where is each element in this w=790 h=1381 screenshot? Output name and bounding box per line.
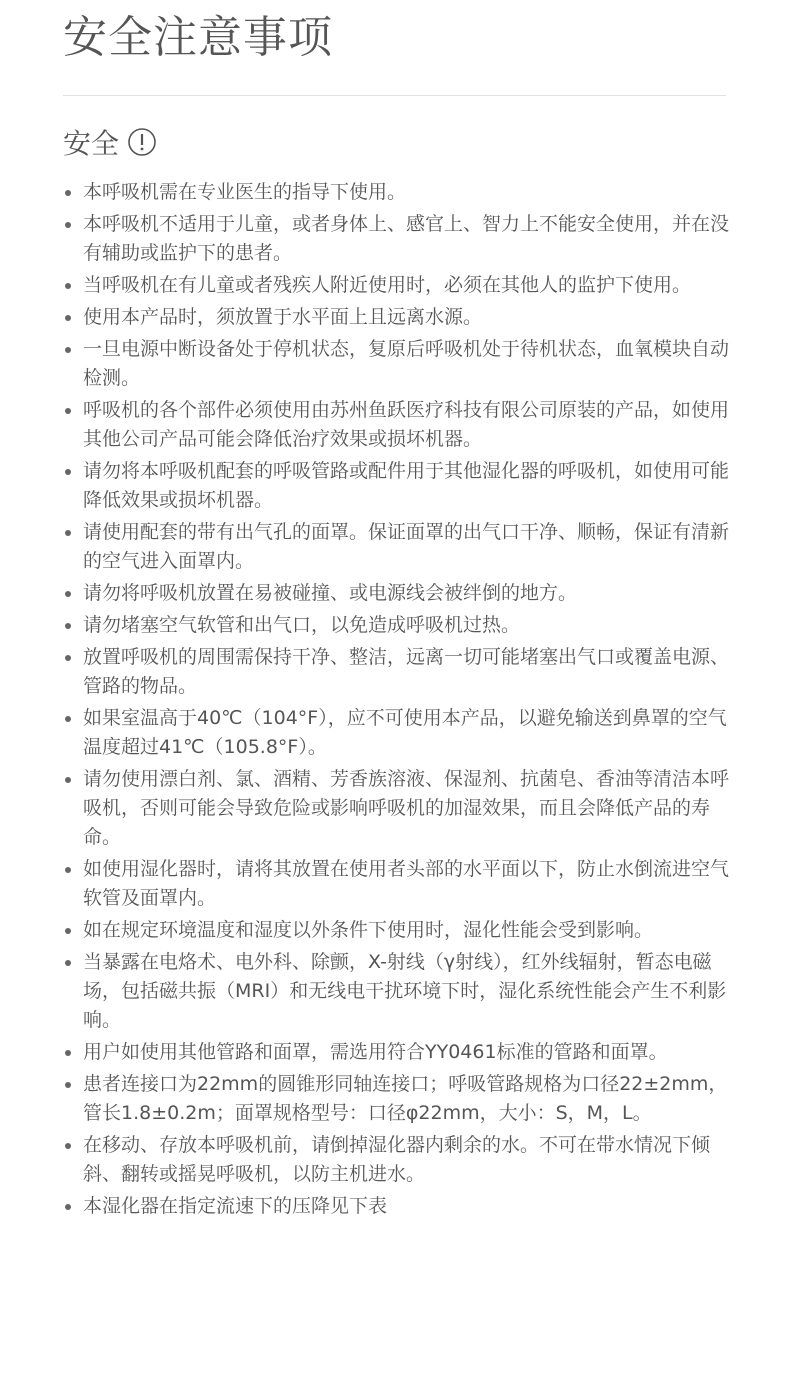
list-item-text: 如使用湿化器时，请将其放置在使用者头部的水平面以下，防止水倒流进空气软管及面罩内。 [83,858,730,909]
section-heading [63,122,157,162]
list-item [63,396,738,454]
list-item [63,1192,738,1221]
list-item-text: 请勿将本呼吸机配套的呼吸管路或配件用于其他湿化器的呼吸机，如使用可能降低效果或损坏机器。 [83,460,730,511]
bullet-icon [65,408,71,414]
list-item-text: 请勿堵塞空气软管和出气口，以免造成呼吸机过热。 [83,614,521,636]
list-item-text: 请使用配套的带有出气孔的面罩。保证面罩的出气口干净、顺畅，保证有清新的空气进入面罩内。 [83,521,730,572]
list-item-text: 放置呼吸机的周围需保持干净、整洁，远离一切可能堵塞出气口或覆盖电源、管路的物品。 [83,646,730,697]
bullet-icon [65,867,71,873]
list-item [63,855,738,913]
bullet-icon [65,716,71,722]
list-item [63,457,738,515]
bullet-icon [65,1143,71,1149]
list-item [63,518,738,576]
list-item-text: 使用本产品时，须放置于水平面上且远离水源。 [83,306,483,328]
list-item-text: 一旦电源中断设备处于停机状态，复原后呼吸机处于待机状态，血氧模块自动检测。 [83,338,730,389]
list-item [63,948,738,1035]
list-item [63,611,738,640]
list-item [63,271,738,300]
title-divider [63,95,726,96]
list-item [63,765,738,852]
list-item-text: 如果室温高于40℃（104°F），应不可使用本产品，以避免输送到鼻罩的空气温度超过41℃（105.8°F）。 [83,707,727,758]
bullet-icon [65,591,71,597]
bullet-icon [65,1050,71,1056]
list-item [63,1070,738,1128]
list-item-text: 在移动、存放本呼吸机前，请倒掉湿化器内剩余的水。不可在带水情况下倾斜、翻转或摇晃呼吸机，以防主机进水。 [83,1134,711,1185]
bullet-icon [65,222,71,228]
list-item [63,335,738,393]
bullet-icon [65,530,71,536]
page-title: 安全注意事项 [63,12,333,63]
list-item [63,1038,738,1067]
list-item [63,210,738,268]
list-item-text: 本呼吸机不适用于儿童，或者身体上、感官上、智力上不能安全使用，并在没有辅助或监护下的患者。 [83,213,730,264]
list-item-text: 请勿使用漂白剂、氯、酒精、芳香族溶液、保湿剂、抗菌皂、香油等清洁本呼吸机，否则可能会导致危险或影响呼吸机的加湿效果，而且会降低产品的寿命。 [83,768,730,848]
list-item-text: 用户如使用其他管路和面罩，需选用符合YY0461标准的管路和面罩。 [83,1041,668,1063]
bullet-icon [65,190,71,196]
bullet-icon [65,1082,71,1088]
bullet-icon [65,655,71,661]
list-item-text: 当暴露在电烙术、电外科、除颤，X-射线（γ射线），红外线辐射，暂态电磁场，包括磁共振（MRI）和无线电干扰环境下时，湿化系统性能会产生不利影响。 [83,951,727,1031]
list-item-text: 如在规定环境温度和湿度以外条件下使用时，湿化性能会受到影响。 [83,919,654,941]
bullet-icon [65,469,71,475]
list-item [63,579,738,608]
list-item [63,704,738,762]
list-item-text: 本湿化器在指定流速下的压降见下表 [83,1195,388,1217]
bullet-icon [65,283,71,289]
safety-list [63,178,738,1224]
list-item-text: 患者连接口为22mm的圆锥形同轴连接口；呼吸管路规格为口径22±2mm，管长1.8±0.2m；面罩规格型号：口径φ22mm，大小：S，M，L。 [83,1073,728,1124]
bullet-icon [65,928,71,934]
list-item [63,178,738,207]
list-item [63,643,738,701]
bullet-icon [65,960,71,966]
list-item [63,916,738,945]
exclamation-circle-icon [127,127,157,157]
list-item-text: 呼吸机的各个部件必须使用由苏州鱼跃医疗科技有限公司原装的产品，如使用其他公司产品可能会降低治疗效果或损坏机器。 [83,399,730,450]
list-item [63,1131,738,1189]
list-item-text: 请勿将呼吸机放置在易被碰撞、或电源线会被绊倒的地方。 [83,582,578,604]
bullet-icon [65,315,71,321]
list-item-text: 当呼吸机在有儿童或者残疾人附近使用时，必须在其他人的监护下使用。 [83,274,692,296]
bullet-icon [65,347,71,353]
list-item [63,303,738,332]
bullet-icon [65,623,71,629]
section-heading-label: 安全 [63,127,120,160]
list-item-text: 本呼吸机需在专业医生的指导下使用。 [83,181,407,203]
bullet-icon [65,1204,71,1210]
bullet-icon [65,777,71,783]
